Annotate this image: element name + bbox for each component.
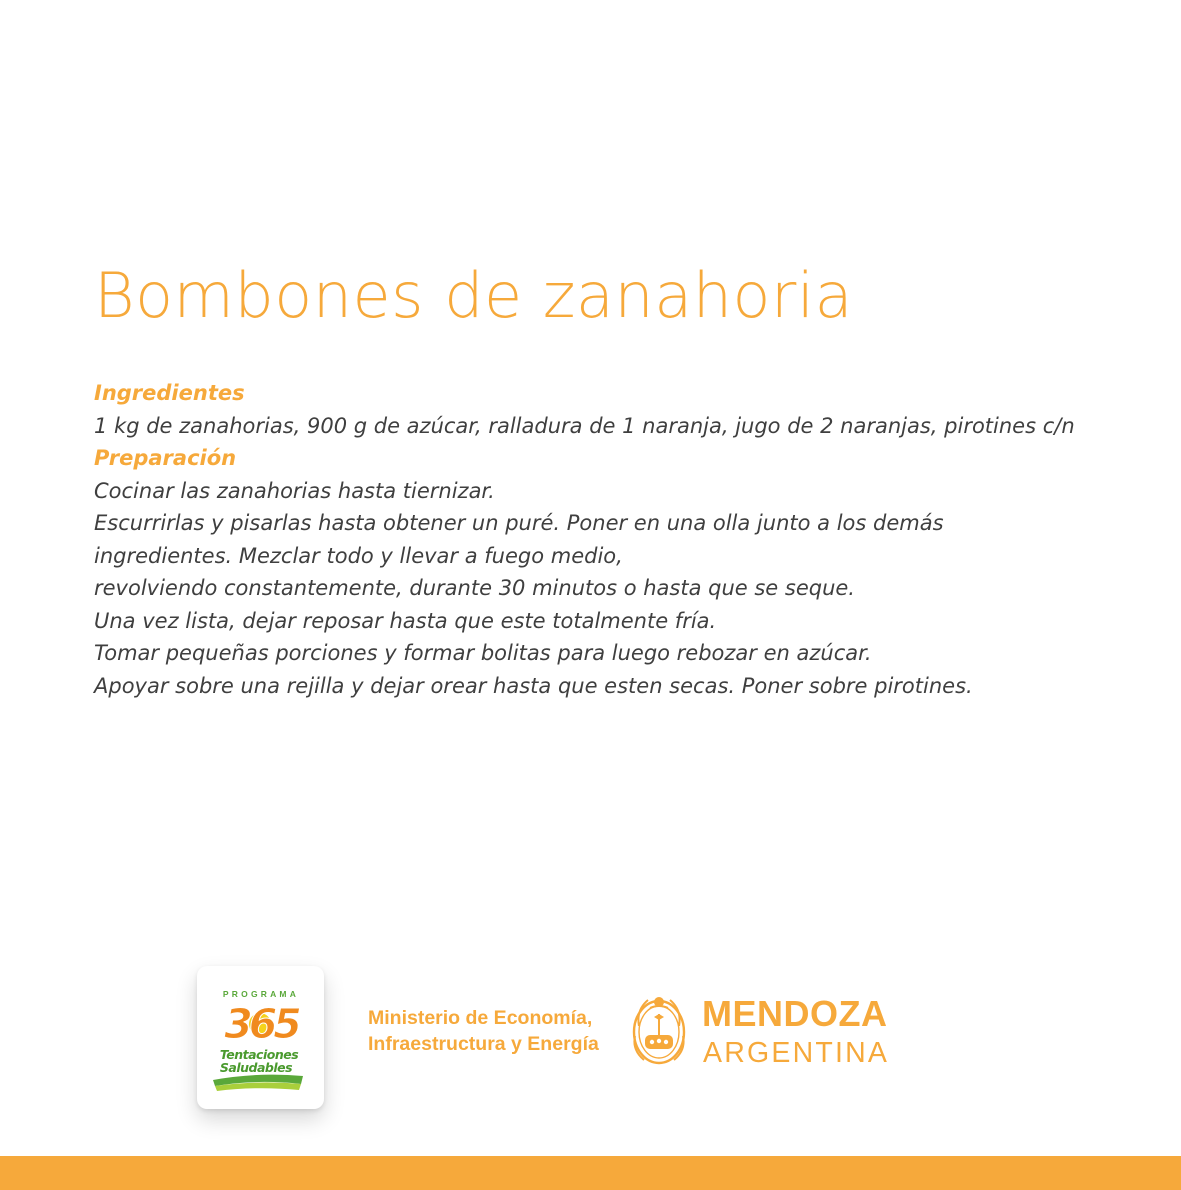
- preparation-heading: Preparación: [94, 446, 237, 470]
- bottom-accent-bar: [0, 1156, 1181, 1190]
- recipe-body: [94, 377, 1154, 702]
- ingredients-heading: Ingredientes: [94, 381, 245, 405]
- preparation-step: Tomar pequeñas porciones y formar bolitas para luego rebozar en azúcar.: [94, 641, 872, 665]
- ingredients-text: 1 kg de zanahorias, 900 g de azúcar, ralladura de 1 naranja, jugo de 2 naranjas, pirotines c/n: [94, 413, 1075, 438]
- country-name: ARGENTINA: [703, 1037, 890, 1069]
- logo-programa-text: PROGRAMA: [222, 989, 300, 999]
- recipe-title: Bombones de zanahoria: [94, 259, 854, 332]
- logo-number-text: 365: [224, 1000, 298, 1048]
- ministry-name: [368, 1005, 599, 1057]
- preparation-step: Cocinar las zanahorias hasta tiernizar.: [94, 478, 495, 503]
- preparation-step: Una vez lista, dejar reposar hasta que este totalmente fría.: [94, 608, 717, 633]
- preparation-step: ingredientes. Mezclar todo y llevar a fuego medio,: [94, 543, 623, 568]
- province-name: MENDOZA: [702, 993, 888, 1034]
- programa-365-logo: [197, 966, 324, 1109]
- logo-saludables-text: Saludables: [219, 1060, 293, 1075]
- preparation-step: Escurrirlas y pisarlas hasta obtener un puré. Poner en una olla junto a los demás: [94, 511, 944, 535]
- programa-365-logo-graphic: [197, 966, 324, 1109]
- preparation-step: Apoyar sobre una rejilla y dejar orear hasta que esten secas. Poner sobre pirotines.: [94, 673, 973, 698]
- ministry-line: Ministerio de Economía,: [368, 1007, 593, 1029]
- preparation-step: revolviendo constantemente, durante 30 minutos o hasta que se seque.: [94, 576, 855, 600]
- logo-tentaciones-text: Tentaciones: [219, 1047, 299, 1062]
- ministry-line: Infraestructura y Energía: [368, 1033, 599, 1055]
- mendoza-coat-of-arms-icon: [630, 990, 688, 1068]
